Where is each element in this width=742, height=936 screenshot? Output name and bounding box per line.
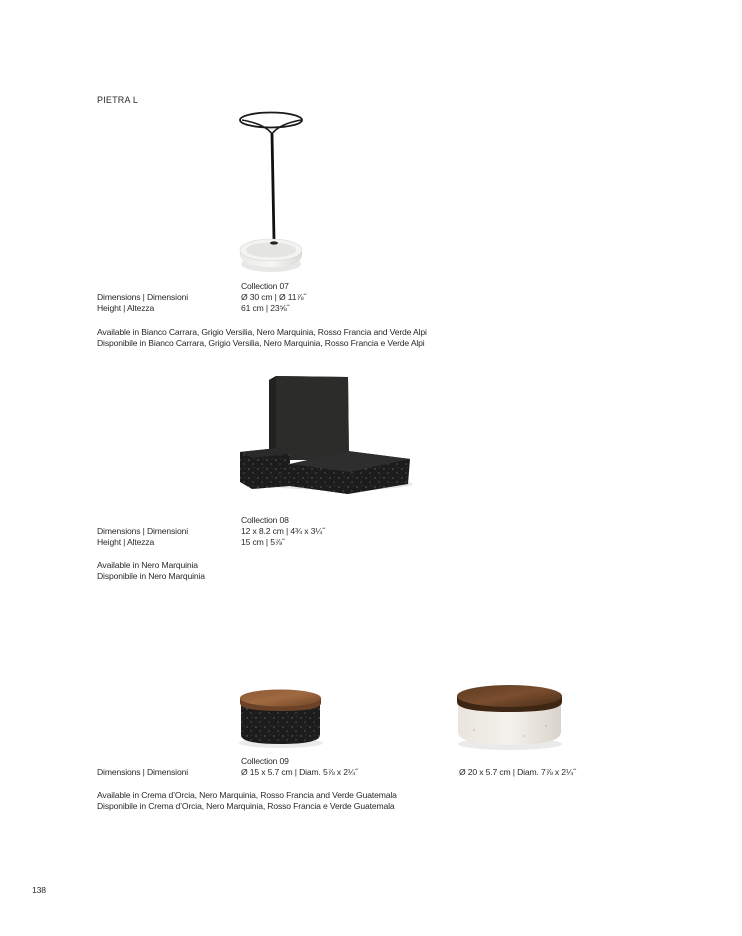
availability-en: Available in Crema d’Orcia, Nero Marquinia, Rosso Francia and Verde Guatemala [97, 790, 397, 800]
height-label: Height | Altezza [97, 537, 155, 547]
dimensions-label: Dimensions | Dimensioni [97, 292, 188, 302]
availability-en: Available in Nero Marquinia [97, 560, 198, 570]
lidded-box-icon [454, 682, 566, 752]
availability-it: Disponibile in Nero Marquinia [97, 571, 205, 581]
height-value: 15 cm | 5⅞˝ [241, 537, 285, 547]
collection-label: Collection 07 [241, 281, 289, 291]
collection-label: Collection 09 [241, 756, 289, 766]
dimensions-value-large: Ø 20 x 5.7 cm | Diam. 7⅞ x 2¼˝ [459, 767, 576, 777]
availability-it: Disponibile in Crema d’Orcia, Nero Marquinia, Rosso Francia e Verde Guatemala [97, 801, 395, 811]
dimensions-value: Ø 30 cm | Ø 11⅞˝ [241, 292, 307, 302]
dimensions-value: 12 x 8.2 cm | 4¾ x 3¼˝ [241, 526, 325, 536]
umbrella-stand-icon [225, 104, 315, 276]
dimensions-label: Dimensions | Dimensioni [97, 526, 188, 536]
dimensions-label: Dimensions | Dimensioni [97, 767, 188, 777]
dimensions-value: Ø 15 x 5.7 cm | Diam. 5⅞ x 2¼˝ [241, 767, 358, 777]
lidded-box-icon [236, 688, 328, 750]
height-value: 61 cm | 23⅝˝ [241, 303, 290, 313]
page-number: 138 [32, 885, 46, 895]
collection-label: Collection 08 [241, 515, 289, 525]
page-title: PIETRA L [97, 95, 139, 105]
availability-en: Available in Bianco Carrara, Grigio Versilia, Nero Marquinia, Rosso Francia and Verde Alpi [97, 327, 427, 337]
height-label: Height | Altezza [97, 303, 155, 313]
bookend-icon [238, 376, 413, 491]
availability-it: Disponibile in Bianco Carrara, Grigio Versilia, Nero Marquinia, Rosso Francia e Verde Alpi [97, 338, 425, 348]
